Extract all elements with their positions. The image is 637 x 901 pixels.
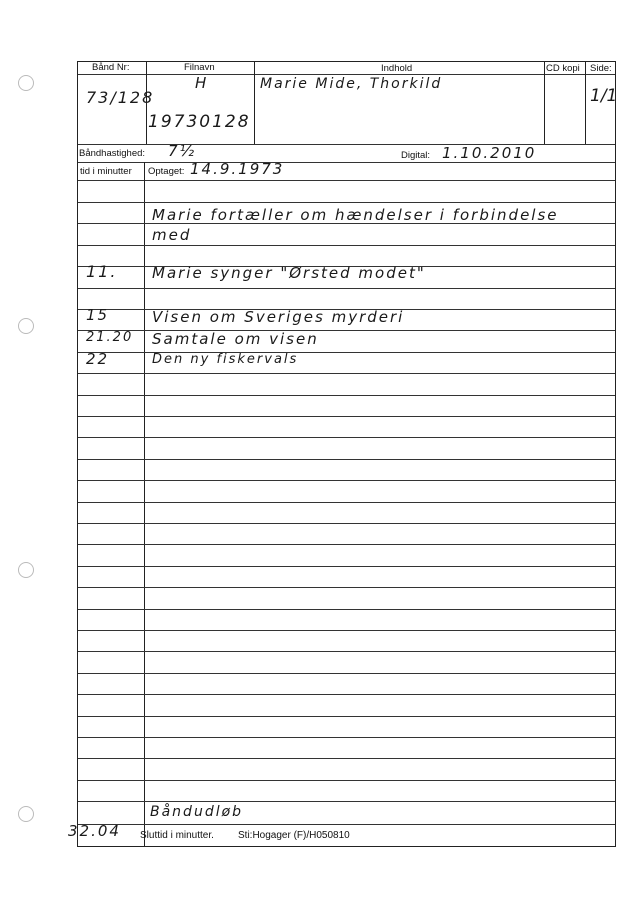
- ruled-line: [78, 566, 615, 567]
- cd-kopi-label: CD kopi: [546, 63, 580, 74]
- ruled-line: [78, 395, 615, 396]
- speed-row-line: [78, 162, 615, 163]
- entry-time: 15: [86, 306, 110, 324]
- header-divider: [78, 74, 615, 75]
- ruled-line: [78, 801, 615, 802]
- entry-time: 22: [86, 350, 110, 368]
- ruled-line: [78, 502, 615, 503]
- band-nr-label: Bånd Nr:: [92, 62, 130, 73]
- band-nr-value: 73/128: [86, 88, 155, 107]
- ruled-line: [78, 459, 615, 460]
- ruled-line: [78, 202, 615, 203]
- side-value: 1/1: [590, 86, 618, 106]
- entry-text: Marie synger "Ørsted modet": [152, 264, 426, 282]
- digital-label: Digital:: [401, 150, 431, 161]
- ruled-line: [78, 587, 615, 588]
- entry-text: Samtale om visen: [152, 330, 319, 348]
- ruled-line: [78, 737, 615, 738]
- entry-text: Marie fortæller om hændelser i forbindelse: [152, 206, 559, 224]
- ruled-line: [78, 523, 615, 524]
- bandhastighed-label: Båndhastighed:: [79, 148, 146, 159]
- indhold-value: Marie Mide, Thorkild: [260, 76, 443, 92]
- ruled-line: [78, 630, 615, 631]
- header-col-sep: [544, 62, 545, 144]
- entry-time: 11.: [86, 262, 118, 281]
- ruled-line: [78, 716, 615, 717]
- tape-log-form: [77, 61, 616, 847]
- ruled-line: [78, 480, 615, 481]
- entry-time: 21.20: [86, 330, 134, 345]
- ruled-line: [78, 609, 615, 610]
- indhold-label: Indhold: [381, 63, 413, 74]
- time-col-sep: [144, 162, 145, 846]
- header-col-sep: [585, 62, 586, 144]
- entry-text: Den ny fiskervals: [152, 352, 299, 367]
- end-time: 32.04: [68, 822, 121, 840]
- sti-label: Sti:Hogager (F)/H050810: [238, 830, 350, 841]
- punch-hole: [18, 318, 34, 334]
- optaget-label: Optaget:: [148, 166, 185, 177]
- entry-text: med: [152, 226, 192, 244]
- punch-hole: [18, 562, 34, 578]
- ruled-line: [78, 544, 615, 545]
- ruled-line: [78, 651, 615, 652]
- bandhastighed-value: 7½: [168, 142, 197, 160]
- optaget-row-line: [78, 180, 615, 181]
- entry-text: Visen om Sveriges myrderi: [152, 308, 405, 326]
- header-col-sep: [254, 62, 255, 144]
- sluttid-label: Sluttid i minutter.: [140, 830, 214, 841]
- ruled-line: [78, 245, 615, 246]
- ruled-line: [78, 780, 615, 781]
- ruled-line: [78, 373, 615, 374]
- digital-value: 1.10.2010: [442, 144, 537, 162]
- ruled-line: [78, 758, 615, 759]
- ruled-line: [78, 437, 615, 438]
- ruled-line: [78, 288, 615, 289]
- ruled-line: [78, 694, 615, 695]
- punch-hole: [18, 806, 34, 822]
- ruled-line: [78, 824, 615, 825]
- ruled-line: [78, 416, 615, 417]
- filnavn-number: 19730128: [148, 112, 251, 132]
- tid-label: tid i minutter: [80, 166, 132, 177]
- side-label: Side:: [590, 63, 612, 74]
- filnavn-letter: H: [195, 74, 209, 92]
- band-udlob: Båndudløb: [150, 804, 244, 820]
- ruled-line: [78, 673, 615, 674]
- filnavn-label: Filnavn: [184, 62, 215, 73]
- punch-hole: [18, 75, 34, 91]
- optaget-value: 14.9.1973: [190, 160, 285, 178]
